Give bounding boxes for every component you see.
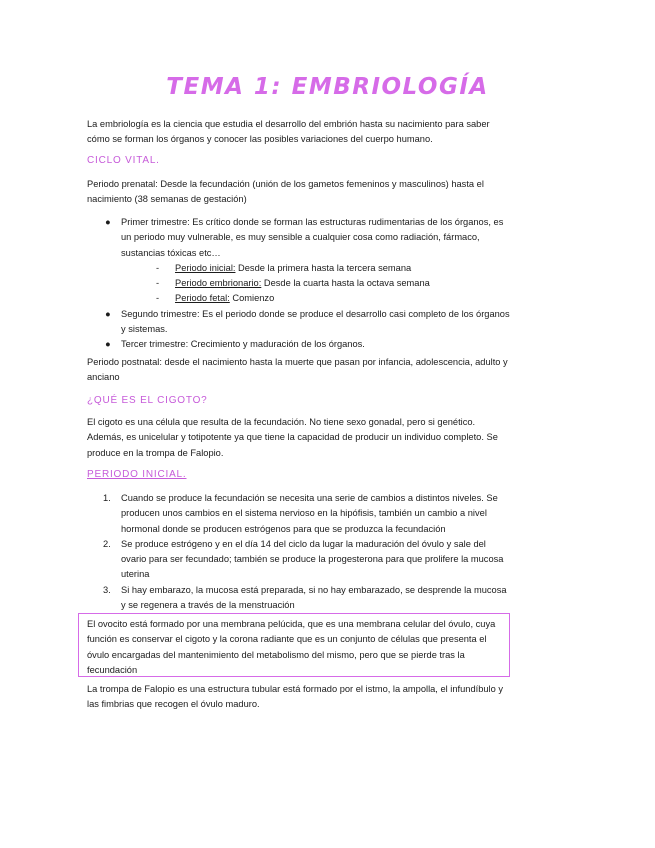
- list-item-trimester-3: [87, 337, 512, 352]
- sub-period-text: Desde la cuarta hasta la octava semana: [261, 278, 430, 289]
- step-text: Cuando se produce la fecundación se necesita una serie de cambios a distintos niveles. Se producen unos cambios en el sistema nervioso en la hipófisis, también un cambio a nivel hormonal donde se producen estrógenos para que se produzca la fecundación: [121, 493, 498, 534]
- step-text: Si hay embarazo, la mucosa está preparada, si no hay embarazado, se desprende la mucosa y se regenera a través de la menstruación: [121, 584, 507, 611]
- dash-icon: -: [156, 278, 160, 289]
- list-item-periodo-embrionario: [121, 276, 512, 291]
- bullet-icon: ●: [105, 308, 111, 319]
- list-item-trimester-1: [87, 215, 512, 307]
- trimester-2-text: Segundo trimestre: Es el periodo donde se produce el desarrollo casi completo de los órganos y sistemas.: [121, 308, 510, 335]
- trimester-1-text: Primer trimestre: Es crítico donde se forman las estructuras rudimentarias de los órganos, es un periodo muy vulnerable, es muy sensible a cualquier cosa como radiación, fármaco, sustancias tóxicas etc…: [121, 217, 504, 258]
- sub-period-list: [121, 261, 512, 307]
- step-number: 1.: [103, 493, 111, 503]
- sub-period-label: Periodo inicial:: [175, 262, 236, 273]
- section-heading-cigoto: ¿QUÉ ES EL CIGOTO?: [87, 395, 208, 406]
- cigoto-paragraph: El cigoto es una célula que resulta de la fecundación. No tiene sexo gonadal, pero si genético. Además, es unicelular y totipotente ya que tiene la capacidad de producir un individuo completo. Se produce en la trompa de Falopio.: [87, 417, 498, 458]
- list-item-step-2: [87, 537, 512, 583]
- dash-icon: -: [156, 293, 160, 304]
- periodo-inicial-steps: [87, 491, 512, 613]
- list-item-trimester-2: [87, 307, 512, 338]
- list-item-periodo-fetal: [121, 291, 512, 306]
- step-number: 3.: [103, 584, 111, 595]
- sub-period-text: Desde la primera hasta la tercera semana: [235, 262, 412, 273]
- bullet-icon: ●: [105, 339, 111, 350]
- prenatal-paragraph: Periodo prenatal: Desde la fecundación (unión de los gametos femeninos y masculinos) hasta el nacimiento (38 semanas de gestación): [87, 179, 484, 205]
- sub-period-text: Comienzo: [229, 293, 275, 304]
- trimester-list: [87, 215, 512, 353]
- section-heading-ciclo-vital: CICLO VITAL.: [87, 155, 160, 166]
- page-title: TEMA 1: EMBRIOLOGÍA: [166, 74, 489, 100]
- sub-period-label: Periodo fetal:: [175, 293, 230, 304]
- intro-paragraph: La embriología es la ciencia que estudia el desarrollo del embrión hasta su nacimiento para saber cómo se forman los órganos y conocer las posibles variaciones del cuerpo humano.: [87, 119, 490, 145]
- section-heading-periodo-inicial: PERIODO INICIAL.: [87, 469, 187, 480]
- dash-icon: -: [156, 262, 160, 273]
- list-item-periodo-inicial: [121, 261, 512, 276]
- step-number: 2.: [103, 538, 111, 549]
- postnatal-paragraph: Periodo postnatal: desde el nacimiento hasta la muerte que pasan por infancia, adolescencia, adulto y anciano: [87, 357, 508, 383]
- list-item-step-3: [87, 583, 512, 614]
- sub-period-label: Periodo embrionario:: [175, 278, 262, 289]
- ovocito-callout-box: [78, 613, 510, 677]
- bullet-icon: ●: [105, 217, 111, 227]
- trompa-paragraph: La trompa de Falopio es una estructura tubular está formado por el istmo, la ampolla, el infundíbulo y las fimbrias que recogen el óvulo maduro.: [87, 684, 504, 710]
- step-text: Se produce estrógeno y en el día 14 del ciclo da lugar la maduración del óvulo y sale del ovario para ser fecundado; también se produce la progesterona para que prolifere la mucosa uterina: [121, 538, 504, 580]
- list-item-step-1: [87, 491, 512, 537]
- trimester-3-text: Tercer trimestre: Crecimiento y maduración de los órganos.: [121, 339, 365, 350]
- ovocito-text: El ovocito está formado por una membrana pelúcida, que es una membrana celular del óvulo, cuya función es conservar el cigoto y la corona radiante que es un conjunto de células que presenta el óvulo encargadas del mantenimiento del metabolismo del mismo, pero que se pierde tras la fecundación: [87, 619, 496, 675]
